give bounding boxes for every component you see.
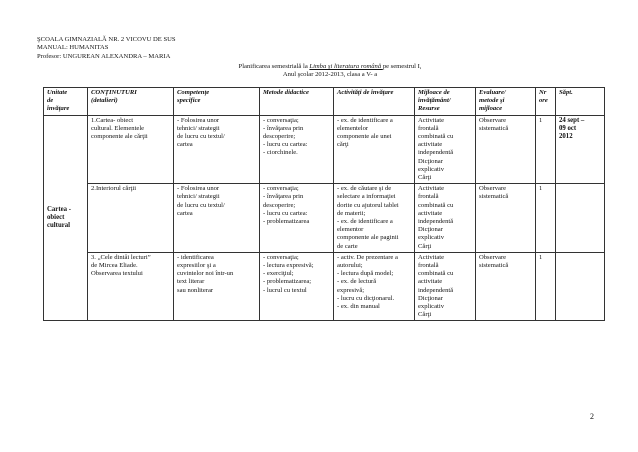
cell-line: Observarea textului	[91, 270, 143, 278]
cell-line: - conversaţia;	[263, 185, 299, 193]
cell-line: - ciorchinele.	[263, 149, 298, 157]
activities-cell	[334, 184, 415, 253]
cell-line: 24 sept –	[559, 116, 585, 124]
cell-line: elementelor	[337, 124, 369, 132]
cell-line: 2012	[559, 133, 573, 141]
resources-cell	[415, 252, 476, 321]
hours-cell: 1	[536, 115, 556, 184]
cell-line: - activ. De prezentare a	[337, 253, 398, 261]
cell-line: cultural	[47, 222, 71, 230]
cell-line: - ex. de identificare a	[337, 218, 393, 226]
cell-line: explicativ	[418, 303, 444, 311]
cell-line: Activitate	[418, 185, 444, 193]
header-hours	[536, 88, 556, 116]
cell-line: Dicţionar	[418, 294, 443, 302]
header-unit	[44, 88, 88, 116]
cell-line: combinată cu	[418, 201, 454, 209]
content-cell	[88, 252, 174, 321]
page-number: 2	[590, 412, 594, 421]
cell-line: - conversaţia;	[263, 253, 299, 261]
cell-line: Activităţi de învăţare	[337, 89, 394, 96]
cell-line: - ex. din manual	[337, 303, 380, 311]
cell-line: elementor	[337, 226, 364, 234]
cell-line: - lucrul cu textul	[263, 286, 307, 294]
cell-line: independentă	[418, 218, 454, 226]
cell-line: explicativ	[418, 165, 444, 173]
hours-cell: 1	[536, 184, 556, 253]
cell-line: selectare a informaţiei	[337, 193, 396, 201]
cell-line: sistematică	[479, 193, 509, 201]
cell-line: de carte	[337, 242, 358, 250]
cell-line: Observare	[479, 116, 507, 124]
cell-line: - ex. de identificare a	[337, 116, 393, 124]
cell-line: mijloace	[479, 105, 503, 113]
cell-line: expresivă;	[337, 286, 365, 294]
cell-line: - identificarea	[177, 253, 214, 261]
cell-line: combinată cu	[418, 270, 454, 278]
school-name: ŞCOALA GIMNAZIALĂ NR. 2 VICOVU DE SUS	[37, 36, 176, 43]
cell-line: sau nonliterar	[177, 286, 214, 294]
teacher-line: Profesor: UNGUREAN ALEXANDRA – MARIA	[37, 52, 171, 60]
header-resources	[415, 88, 476, 116]
cell-line: cartea	[177, 141, 193, 149]
cell-line: de materii;	[337, 209, 366, 217]
cell-line: Unitate	[47, 89, 68, 96]
cell-line: - lucru cu dicţionarul.	[337, 294, 395, 302]
cell-line: tehnici/ strategii	[177, 124, 220, 132]
header-week	[556, 88, 605, 116]
cell-line: Săpt.	[559, 89, 573, 96]
table-header-row	[44, 88, 605, 116]
cell-line: 09 oct	[559, 124, 577, 132]
cell-line: activitate	[418, 278, 443, 286]
header-activities	[334, 88, 415, 116]
cell-line: Activitate	[418, 253, 444, 261]
unit-cell	[44, 115, 88, 321]
cell-line: (detalieri)	[91, 97, 118, 105]
plan-title-line-1	[220, 63, 440, 71]
header-content	[88, 88, 174, 116]
header-evaluation	[476, 88, 536, 116]
plan-title-prefix: Planificarea semestrială la	[238, 63, 310, 70]
competences-cell	[174, 184, 260, 253]
cell-line: componente ale unei	[337, 133, 392, 141]
cell-line: metode şi	[479, 97, 505, 105]
cell-line: cărţi	[337, 141, 349, 149]
cell-line: 2.Interiorul cărţii	[91, 185, 137, 193]
cell-line: - conversaţia;	[263, 116, 299, 124]
cell-line: Cărţi	[418, 242, 432, 250]
plan-title-suffix: pe semestrul I,	[382, 63, 422, 70]
cell-line: de Mircea Eliade.	[91, 262, 138, 270]
cell-line: Evaluare/	[479, 89, 506, 96]
week-cell	[556, 184, 605, 253]
cell-line: descoperire;	[263, 133, 296, 141]
cell-line: Cartea -	[47, 205, 71, 213]
cell-line: tehnici/ strategii	[177, 193, 220, 201]
competences-cell	[174, 115, 260, 184]
cell-line: explicativ	[418, 234, 444, 242]
evaluation-cell	[476, 115, 536, 184]
planning-table	[43, 87, 605, 321]
cell-line: cartea	[177, 209, 193, 217]
content-cell	[88, 115, 174, 184]
table-row	[44, 252, 605, 321]
competences-cell	[174, 252, 260, 321]
cell-line: - problematizarea;	[263, 278, 312, 286]
cell-line: de lucru cu textul/	[177, 201, 225, 209]
cell-line: Mijloace de	[418, 89, 450, 96]
cell-line: frontală	[418, 262, 439, 270]
cell-line: obiect	[47, 213, 65, 221]
week-cell	[556, 115, 605, 184]
cell-line: - lectura expresivă;	[263, 262, 314, 270]
cell-line: cultural. Elementele	[91, 124, 145, 132]
cell-line: de	[47, 97, 54, 105]
cell-line: Cărţi	[418, 174, 432, 182]
cell-line: învăţământ/	[418, 97, 451, 105]
cell-line: sistematică	[479, 124, 509, 132]
cell-line: Competenţe	[177, 89, 210, 96]
cell-line: - lucru cu cartea:	[263, 209, 308, 217]
cell-line: Observare	[479, 185, 507, 193]
methods-cell	[260, 184, 334, 253]
cell-line: componente ale cărţii	[91, 133, 148, 141]
resources-cell	[415, 115, 476, 184]
table-row	[44, 115, 605, 184]
cell-line: Metode didactice	[263, 89, 309, 96]
cell-line: cuvintelor noi într-un	[177, 270, 234, 278]
cell-line: - exerciţiul;	[263, 270, 294, 278]
cell-line: frontală	[418, 124, 439, 132]
cell-line: independentă	[418, 286, 454, 294]
plan-title-subject: Limba şi literatura română	[309, 63, 383, 70]
cell-line: 3. „Cele dintâi lecturi”	[91, 253, 151, 261]
cell-line: Observare	[479, 253, 507, 261]
cell-line: - lucru cu cartea:	[263, 141, 308, 149]
header-competences	[174, 88, 260, 116]
cell-line: - învăţarea prin	[263, 124, 304, 132]
cell-line: combinată cu	[418, 133, 454, 141]
hours-cell: 1	[536, 252, 556, 321]
cell-line: - învăţarea prin	[263, 193, 304, 201]
cell-line: sistematică	[479, 262, 509, 270]
cell-line: Resurse	[418, 105, 440, 113]
cell-line: componente ale paginii	[337, 234, 399, 242]
cell-line: Dicţionar	[418, 226, 443, 234]
cell-line: activitate	[418, 209, 443, 217]
cell-line: - Folosirea unor	[177, 185, 220, 193]
cell-line: descoperire;	[263, 201, 296, 209]
activities-cell	[334, 252, 415, 321]
document-header	[37, 36, 176, 61]
plan-title	[220, 63, 440, 80]
cell-line: - problematizarea	[263, 218, 310, 226]
table-row	[44, 184, 605, 253]
resources-cell	[415, 184, 476, 253]
cell-line: învăţare	[47, 105, 70, 113]
activities-cell	[334, 115, 415, 184]
cell-line: Cărţi	[418, 311, 432, 319]
cell-line: - ex. de căutare şi de	[337, 185, 392, 193]
cell-line: de lucru cu textul/	[177, 133, 225, 141]
cell-line: activitate	[418, 141, 443, 149]
cell-line: frontală	[418, 193, 439, 201]
cell-line: independentă	[418, 149, 454, 157]
cell-line: Dicţionar	[418, 157, 443, 165]
plan-title-line-2: Anul şcolar 2012-2013, clasa a V- a	[282, 71, 378, 79]
evaluation-cell	[476, 252, 536, 321]
textbook-line: MANUAL: HUMANITAS	[37, 44, 109, 52]
cell-line: autorului;	[337, 262, 363, 270]
cell-line: dorite cu ajutorul tablei	[337, 201, 399, 209]
cell-line: expresiilor şi a	[177, 262, 216, 270]
cell-line: Nr	[539, 89, 547, 96]
methods-cell	[260, 115, 334, 184]
evaluation-cell	[476, 184, 536, 253]
cell-line: Activitate	[418, 116, 444, 124]
cell-line: specifice	[177, 97, 201, 105]
methods-cell	[260, 252, 334, 321]
cell-line: CONŢINUTURI	[91, 89, 137, 96]
cell-line: ore	[539, 97, 548, 105]
cell-line: - Folosirea unor	[177, 116, 220, 124]
cell-line: 1.Cartea- obiect	[91, 116, 134, 124]
header-methods	[260, 88, 334, 116]
content-cell	[88, 184, 174, 253]
cell-line: - lectura după model;	[337, 270, 394, 278]
cell-line: - ex. de lectură	[337, 278, 377, 286]
cell-line: text literar	[177, 278, 205, 286]
week-cell	[556, 252, 605, 321]
